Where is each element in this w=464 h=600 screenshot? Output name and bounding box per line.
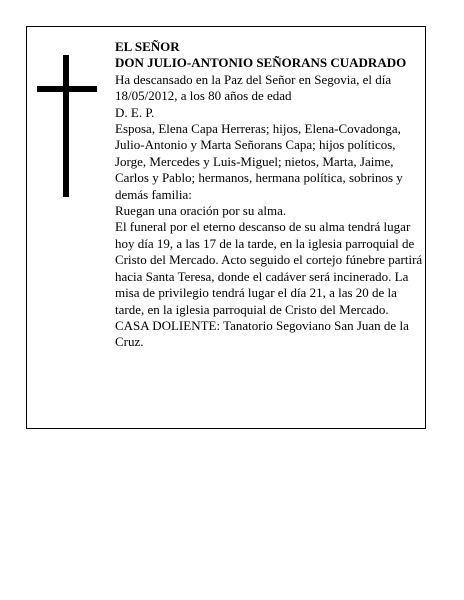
honorific: EL SEÑOR	[115, 39, 180, 54]
dep-line: D. E. P.	[115, 104, 155, 120]
prayer-request: Ruegan una oración por su alma.	[115, 203, 287, 219]
latin-cross-icon	[37, 55, 97, 197]
family-list: Esposa, Elena Capa Herreras; hijos, Elena-Covadonga, Julio-Antonio y Marta Señorans Capa; hijos políticos, Jorge, Mercedes y Luis-Miguel; nietos, Marta, Jaime, Carlos y Pablo; hermanos, hermana política, sobrinos y demás familia:	[115, 121, 403, 202]
passing-statement: Ha descansado en la Paz del Señor en Segovia, el día 18/05/2012, a los 80 años de edad	[115, 71, 392, 104]
notice-text	[115, 39, 425, 351]
cross-vertical-bar	[63, 55, 69, 197]
cross-horizontal-bar	[37, 86, 97, 92]
obituary-notice	[26, 26, 426, 429]
deceased-name: DON JULIO-ANTONIO SEÑORANS CUADRADO	[115, 55, 407, 71]
funeral-home: CASA DOLIENTE: Tanatorio Segoviano San Juan de la Cruz.	[115, 317, 409, 350]
funeral-details: El funeral por el eterno descanso de su alma tendrá lugar hoy día 19, a las 17 de la tarde, en la iglesia parroquial de Cristo del Mercado. Acto seguido el cortejo fúnebre partirá hacia Santa Teresa, donde el cadáver será incinerado. La misa de privilegio tendrá lugar el día 21, a las 20 de la tarde, en la iglesia parroquial de Cristo del Mercado.	[115, 219, 423, 317]
